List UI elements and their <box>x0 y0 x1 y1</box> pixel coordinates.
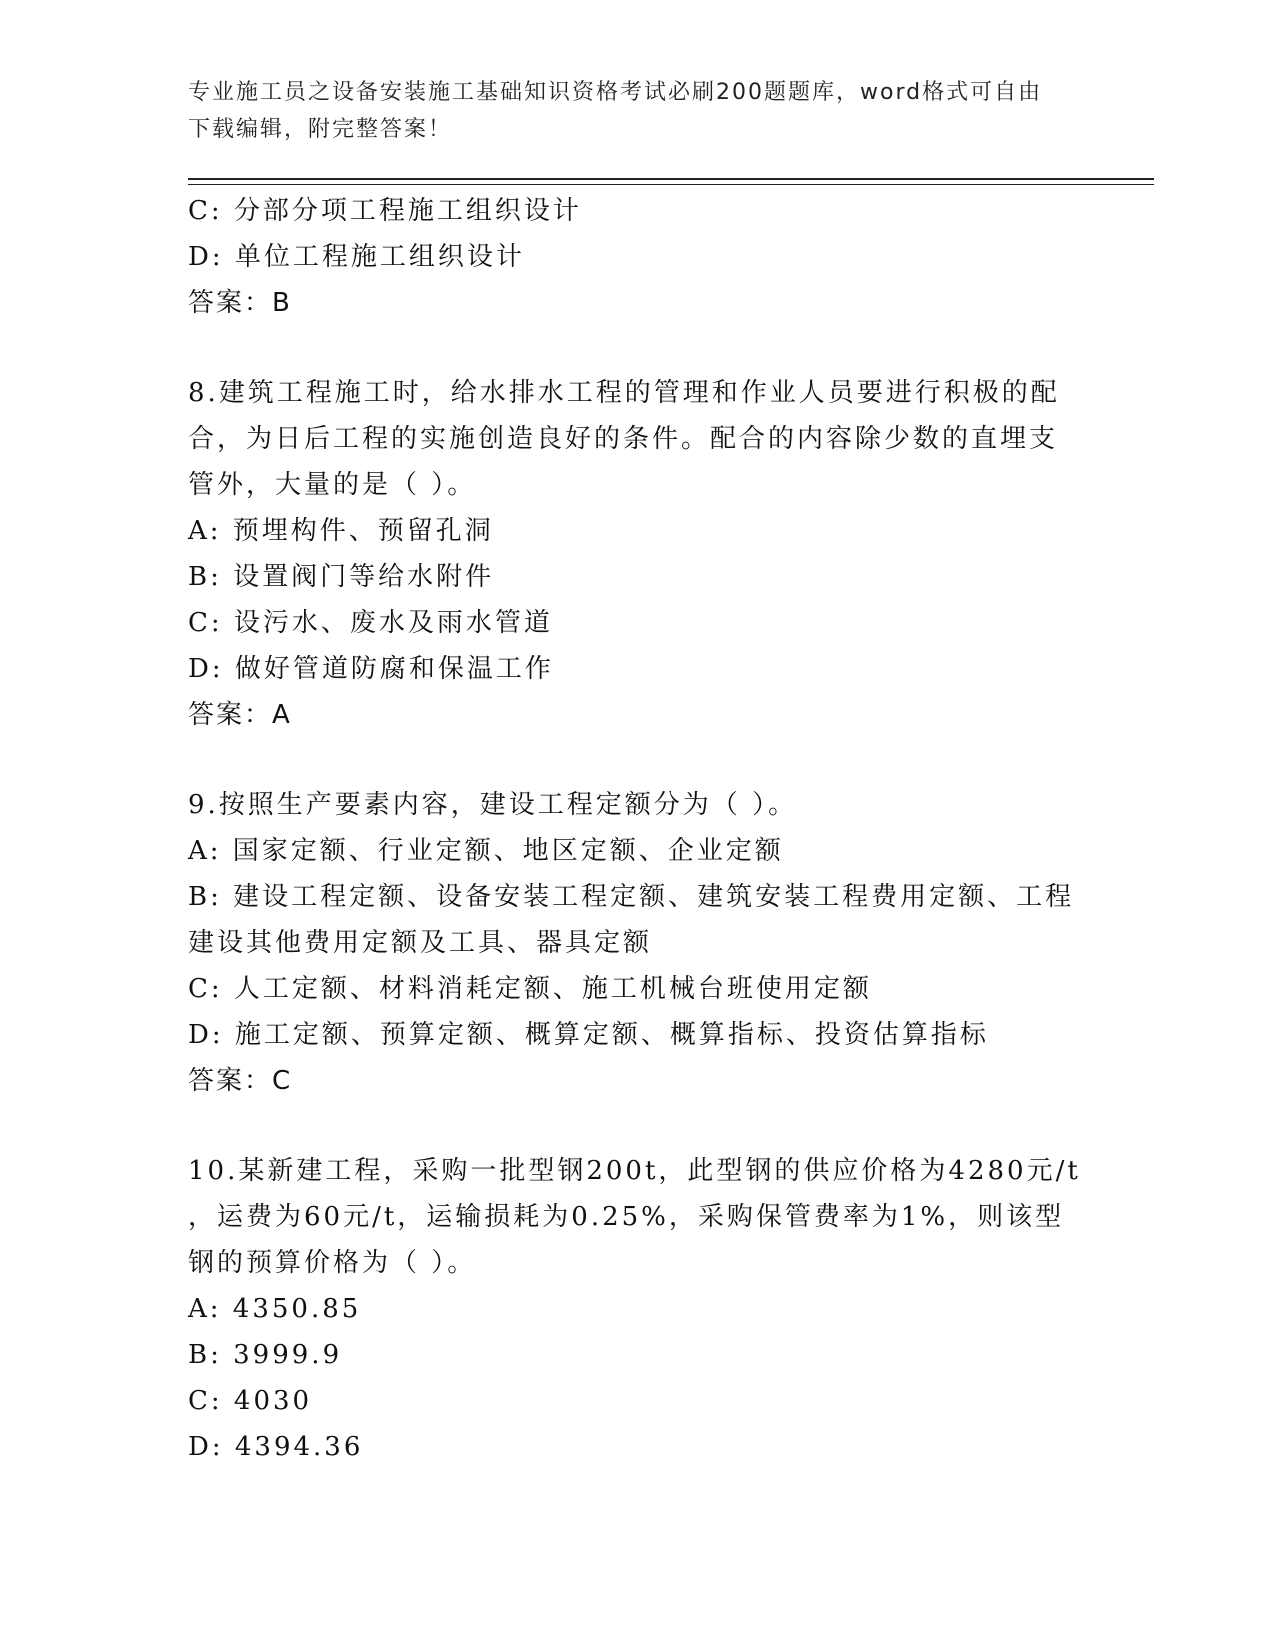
q10-option-a: A: 4350.85 <box>188 1294 362 1324</box>
question-9 <box>188 782 1088 1104</box>
q7-option-d: D: 单位工程施工组织设计 <box>188 242 525 272</box>
q8-option-d: D: 做好管道防腐和保温工作 <box>188 654 554 684</box>
q9-option-d: D: 施工定额、预算定额、概算定额、概算指标、投资估算指标 <box>188 1020 989 1050</box>
spacer <box>188 1104 1088 1148</box>
header-title-line-2: 下载编辑，附完整答案！ <box>188 117 453 142</box>
q10-option-b: B: 3999.9 <box>188 1340 343 1370</box>
q10-stem-line: 10.某新建工程，采购一批型钢200t，此型钢的供应价格为4280元/t <box>188 1156 1081 1186</box>
q10-option-c: C: 4030 <box>188 1386 313 1416</box>
spacer <box>188 326 1088 370</box>
q8-stem-line: 管外，大量的是（ ）。 <box>188 470 477 500</box>
q7-option-c: C: 分部分项工程施工组织设计 <box>188 196 582 226</box>
spacer <box>188 738 1088 782</box>
q9-answer: 答案：C <box>188 1066 293 1096</box>
q10-option-d: D: 4394.36 <box>188 1432 364 1462</box>
q10-stem <box>188 1148 1088 1286</box>
q9-option-b-line: 建设其他费用定额及工具、器具定额 <box>188 928 653 958</box>
q9-option-a: A: 国家定额、行业定额、地区定额、企业定额 <box>188 836 784 866</box>
q8-option-c: C: 设污水、废水及雨水管道 <box>188 608 553 638</box>
q9-stem <box>188 782 1088 828</box>
document-body <box>188 188 1088 1470</box>
header-title-line-1: 专业施工员之设备安装施工基础知识资格考试必刷200题题库，word格式可自由 <box>188 80 1043 105</box>
q7-answer: 答案：B <box>188 288 292 318</box>
header-divider-thick <box>188 178 1154 180</box>
document-header <box>188 74 1088 148</box>
header-divider-thin <box>188 184 1154 185</box>
q8-stem <box>188 370 1088 508</box>
q10-stem-line: ，运费为60元/t，运输损耗为0.25%，采购保管费率为1%，则该型 <box>188 1202 1065 1232</box>
question-7-tail <box>188 188 1088 326</box>
q8-stem-line: 合，为日后工程的实施创造良好的条件。配合的内容除少数的直埋支 <box>188 424 1059 454</box>
q9-option-b-line: B: 建设工程定额、设备安装工程定额、建筑安装工程费用定额、工程 <box>188 882 1075 912</box>
q8-option-a: A: 预埋构件、预留孔洞 <box>188 516 494 546</box>
q9-stem-line: 9.按照生产要素内容，建设工程定额分为（ ）。 <box>188 790 798 820</box>
question-10 <box>188 1148 1088 1470</box>
q8-answer: 答案：A <box>188 700 292 730</box>
q8-stem-line: 8.建筑工程施工时，给水排水工程的管理和作业人员要进行积极的配 <box>188 378 1060 408</box>
q9-option-c: C: 人工定额、材料消耗定额、施工机械台班使用定额 <box>188 974 872 1004</box>
q8-option-b: B: 设置阀门等给水附件 <box>188 562 495 592</box>
question-8 <box>188 370 1088 738</box>
q10-stem-line: 钢的预算价格为（ ）。 <box>188 1248 477 1278</box>
